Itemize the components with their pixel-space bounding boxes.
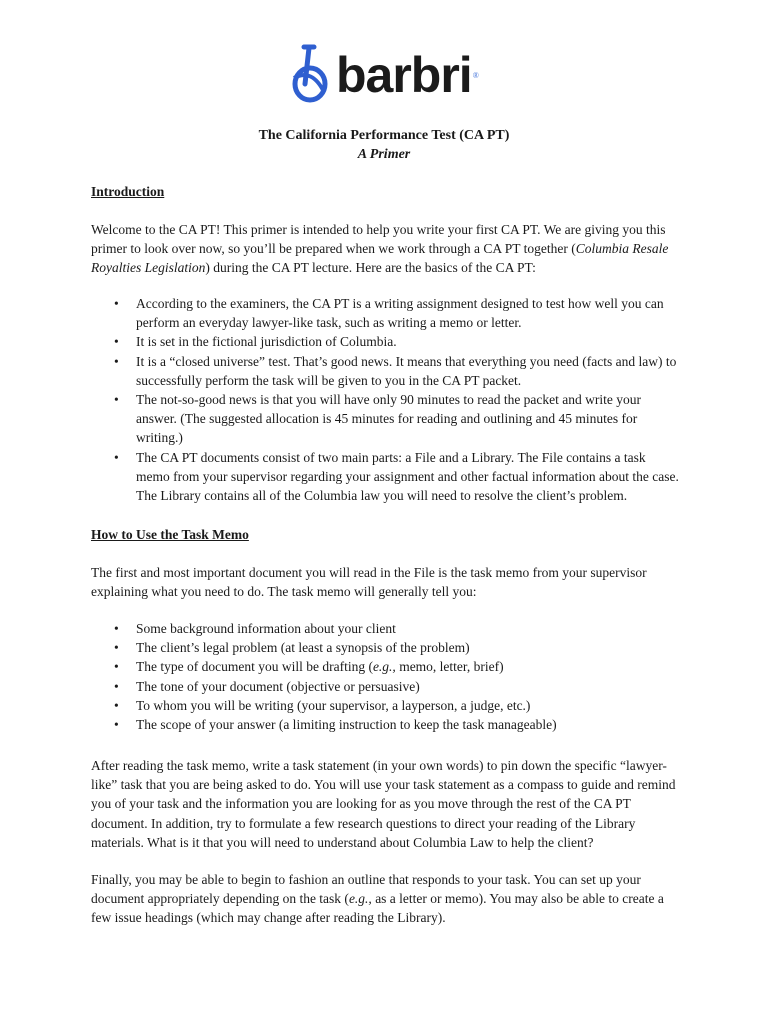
list-item: • The CA PT documents consist of two main parts: a File and a Library. The File contains a task memo from your supervisor regarding your assignment and other factual information about the case. The Library contains all of the Columbia law you will need to resolve the client’s problem.	[91, 448, 681, 506]
list-item: • It is set in the fictional jurisdiction of Columbia.	[91, 332, 681, 351]
list-item-example: e.g.,	[372, 659, 396, 675]
introduction-paragraph	[91, 220, 681, 278]
task-statement-paragraph: After reading the task memo, write a task statement (in your own words) to pin down the specific “lawyer-like” task that you are being asked to do. You will use your task statement as a compass to guide and remind you of your task and the information you are looking for as you move through the rest of the CA PT document. In addition, try to formulate a few research questions to direct your reading of the Library materials. What is it that you will need to understand about Columbia Law to help the client?	[91, 758, 676, 850]
list-item-text: The type of document you will be drafting (	[136, 659, 373, 675]
outline-paragraph	[91, 870, 681, 928]
outline-text-b: as a letter or memo). You may also be able to create a few issue headings (which may change after reading the Library).	[91, 891, 664, 926]
outline-text-a: Finally, you may be able to begin to fashion an outline that responds to your task. You can set up your document appropriately depending on the task (	[91, 872, 641, 907]
registered-mark: ®	[472, 70, 479, 80]
list-item: • Some background information about your client	[91, 619, 681, 638]
intro-text-b: ) during the CA PT lecture. Here are the basics of the CA PT:	[205, 260, 536, 276]
task-memo-paragraph: The first and most important document you will read in the File is the task memo from your supervisor explaining what you need to do. The task memo will generally tell you:	[91, 565, 647, 600]
logo-wordmark: barbri	[336, 47, 472, 103]
list-item-text-rest: memo, letter, brief)	[395, 659, 504, 675]
barbri-logo	[290, 44, 479, 106]
barbri-mark-icon	[290, 44, 334, 106]
list-item: • According to the examiners, the CA PT is a writing assignment designed to test how well you can perform an everyday lawyer-like task, such as writing a memo or letter.	[91, 294, 681, 332]
task-memo-heading: How to Use the Task Memo	[91, 527, 249, 542]
intro-text-a: Welcome to the CA PT! This primer is intended to help you write your first CA PT. We are giving you this primer to look over now, so you’ll be prepared when we work through a CA PT together (	[91, 222, 666, 257]
outline-example: e.g.,	[348, 891, 372, 907]
document-subtitle: A Primer	[357, 147, 411, 162]
document-title: The California Performance Test (CA PT)	[258, 128, 510, 143]
intro-case-name: Columbia Resale Royalties Legislation	[91, 241, 669, 276]
list-item: • The tone of your document (objective or persuasive)	[91, 677, 681, 696]
introduction-heading: Introduction	[91, 184, 165, 199]
task-memo-bullet-list	[91, 619, 681, 734]
list-item: • To whom you will be writing (your supervisor, a layperson, a judge, etc.)	[91, 696, 681, 715]
list-item: • The not-so-good news is that you will have only 90 minutes to read the packet and write your answer. (The suggested allocation is 45 minutes for reading and outlining and 45 minutes for writing.)	[91, 390, 681, 448]
list-item: • It is a “closed universe” test. That’s good news. It means that everything you need (facts and law) to successfully perform the task will be given to you in the CA PT packet.	[91, 352, 681, 390]
list-item: • The client’s legal problem (at least a synopsis of the problem)	[91, 638, 681, 657]
list-item	[91, 657, 681, 676]
introduction-bullet-list	[91, 294, 681, 505]
list-item: • The scope of your answer (a limiting instruction to keep the task manageable)	[91, 715, 681, 734]
